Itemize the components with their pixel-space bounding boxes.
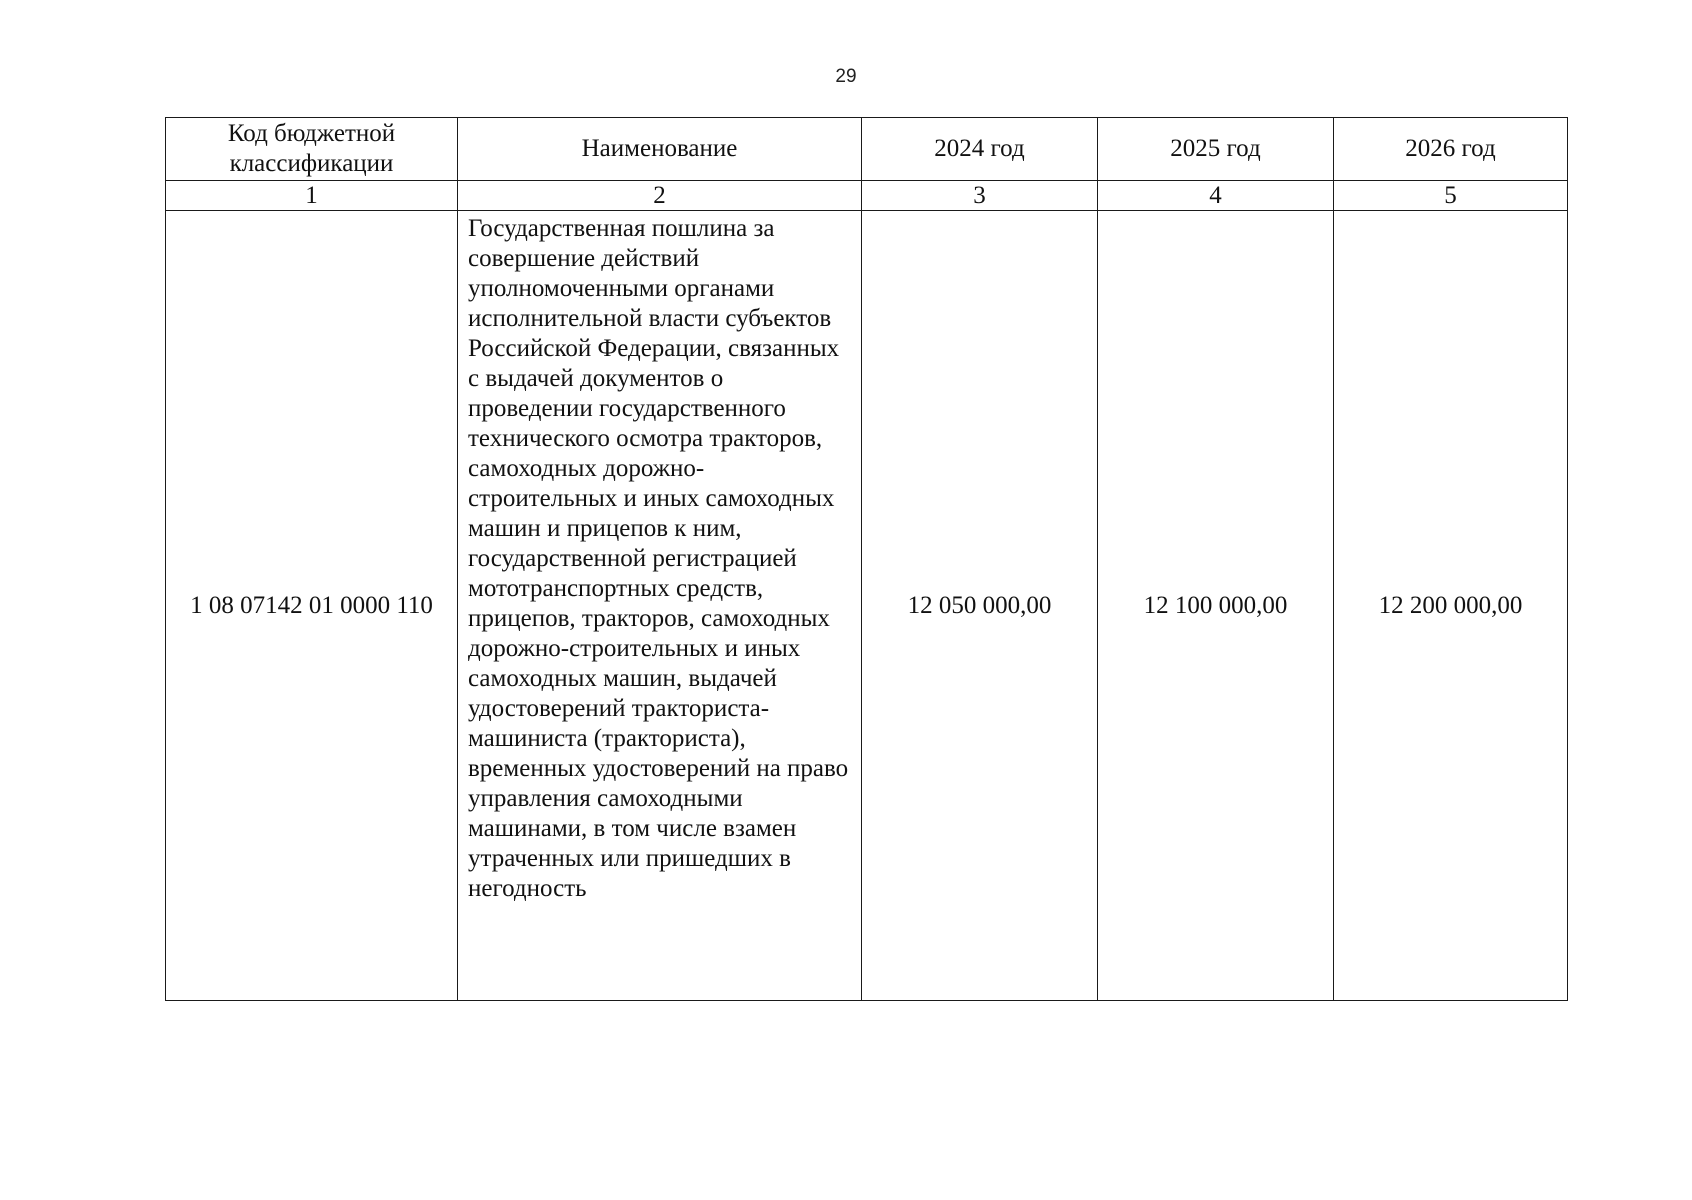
header-year-2024: 2024 год [862,118,1098,181]
column-number-5: 5 [1334,181,1568,211]
amount-2025-cell: 12 100 000,00 [1098,211,1334,1001]
header-budget-code: Код бюджетной классификации [166,118,458,181]
column-number-row [166,181,1568,211]
header-name: Наименование [458,118,862,181]
table-header-row [166,118,1568,181]
column-number-2: 2 [458,181,862,211]
budget-revenue-table [165,117,1568,1001]
page-number: 29 [835,66,857,87]
header-year-2025: 2025 год [1098,118,1334,181]
column-number-1: 1 [166,181,458,211]
budget-code-cell: 1 08 07142 01 0000 110 [166,211,458,1001]
table-row [166,211,1568,1001]
revenue-name-cell: Государственная пошлина за совершение действий уполномоченными органами исполнительной власти субъектов Российской Федерации, связанных с выдачей документов о проведении государственного технического осмотра тракторов, самоходных дорожно-строительных и иных самоходных машин и прицепов к ним, государственной регистрацией мототранспортных средств, прицепов, тракторов, самоходных дорожно-строительных и иных самоходных машин, выдачей удостоверений тракториста-машиниста (тракториста), временных удостоверений на право управления самоходными машинами, в том числе взамен утраченных или пришедших в негодность [458,211,862,1001]
column-number-4: 4 [1098,181,1334,211]
header-year-2026: 2026 год [1334,118,1568,181]
amount-2026-cell: 12 200 000,00 [1334,211,1568,1001]
amount-2024-cell: 12 050 000,00 [862,211,1098,1001]
column-number-3: 3 [862,181,1098,211]
